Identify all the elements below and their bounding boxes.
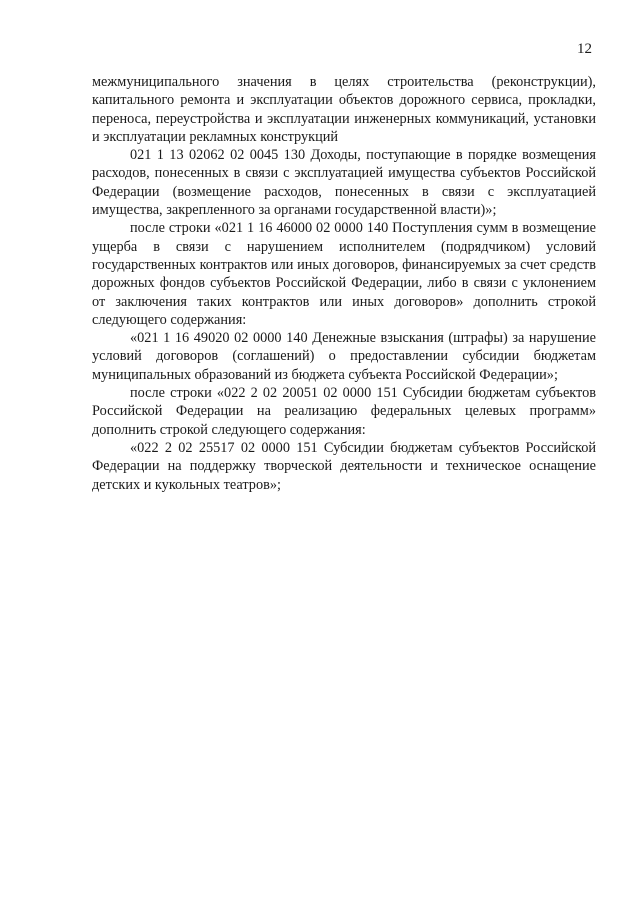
paragraph-continuation: межмуниципального значения в целях строительства (реконструкции), капитального ремонта и эксплуатации объектов дорожного сервиса, прокладки, переноса, переустройства и эксплуатации инженерных коммуникаций, установки и эксплуатации рекламных конструкций (92, 74, 596, 145)
paragraph-after-row-022-202-20051: после строки «022 2 02 20051 02 0000 151 Субсидии бюджетам субъектов Российской Федерации на реализацию федеральных целевых программ» дополнить строкой следующего содержания: (92, 385, 596, 438)
page-number: 12 (577, 41, 592, 57)
paragraph-new-row-022-202-25517: «022 2 02 25517 02 0000 151 Субсидии бюджетам субъектов Российской Федерации на поддержку творческой деятельности и техническое оснащение детских и кукольных театров»; (92, 439, 596, 493)
paragraph-after-row-021-116-46000: после строки «021 1 16 46000 02 0000 140 Поступления сумм в возмещение ущерба в связи с нарушением исполнителем (подрядчиком) условий государственных контрактов или иных договоров, финансируемых за счет средств дорожных фондов субъектов Российской Федерации, либо в связи с уклонением от заключения таких контрактов или иных договоров» дополнить строкой следующего содержания: (92, 220, 596, 328)
paragraph-income-code-021-113: 021 1 13 02062 02 0045 130 Доходы, поступающие в порядке возмещения расходов, понесенных в связи с эксплуатацией имущества субъектов Российской Федерации (возмещение расходов, понесенных в связи с эксплуатацией имущества, закрепленного за органами государственной власти)»; (92, 147, 596, 219)
document-body (92, 73, 596, 494)
paragraph-new-row-021-116-49020: «021 1 16 49020 02 0000 140 Денежные взыскания (штрафы) за нарушение условий договоров (соглашений) о предоставлении субсидии бюджетам муниципальных образований из бюджета субъекта Российской Федерации»; (92, 330, 596, 383)
